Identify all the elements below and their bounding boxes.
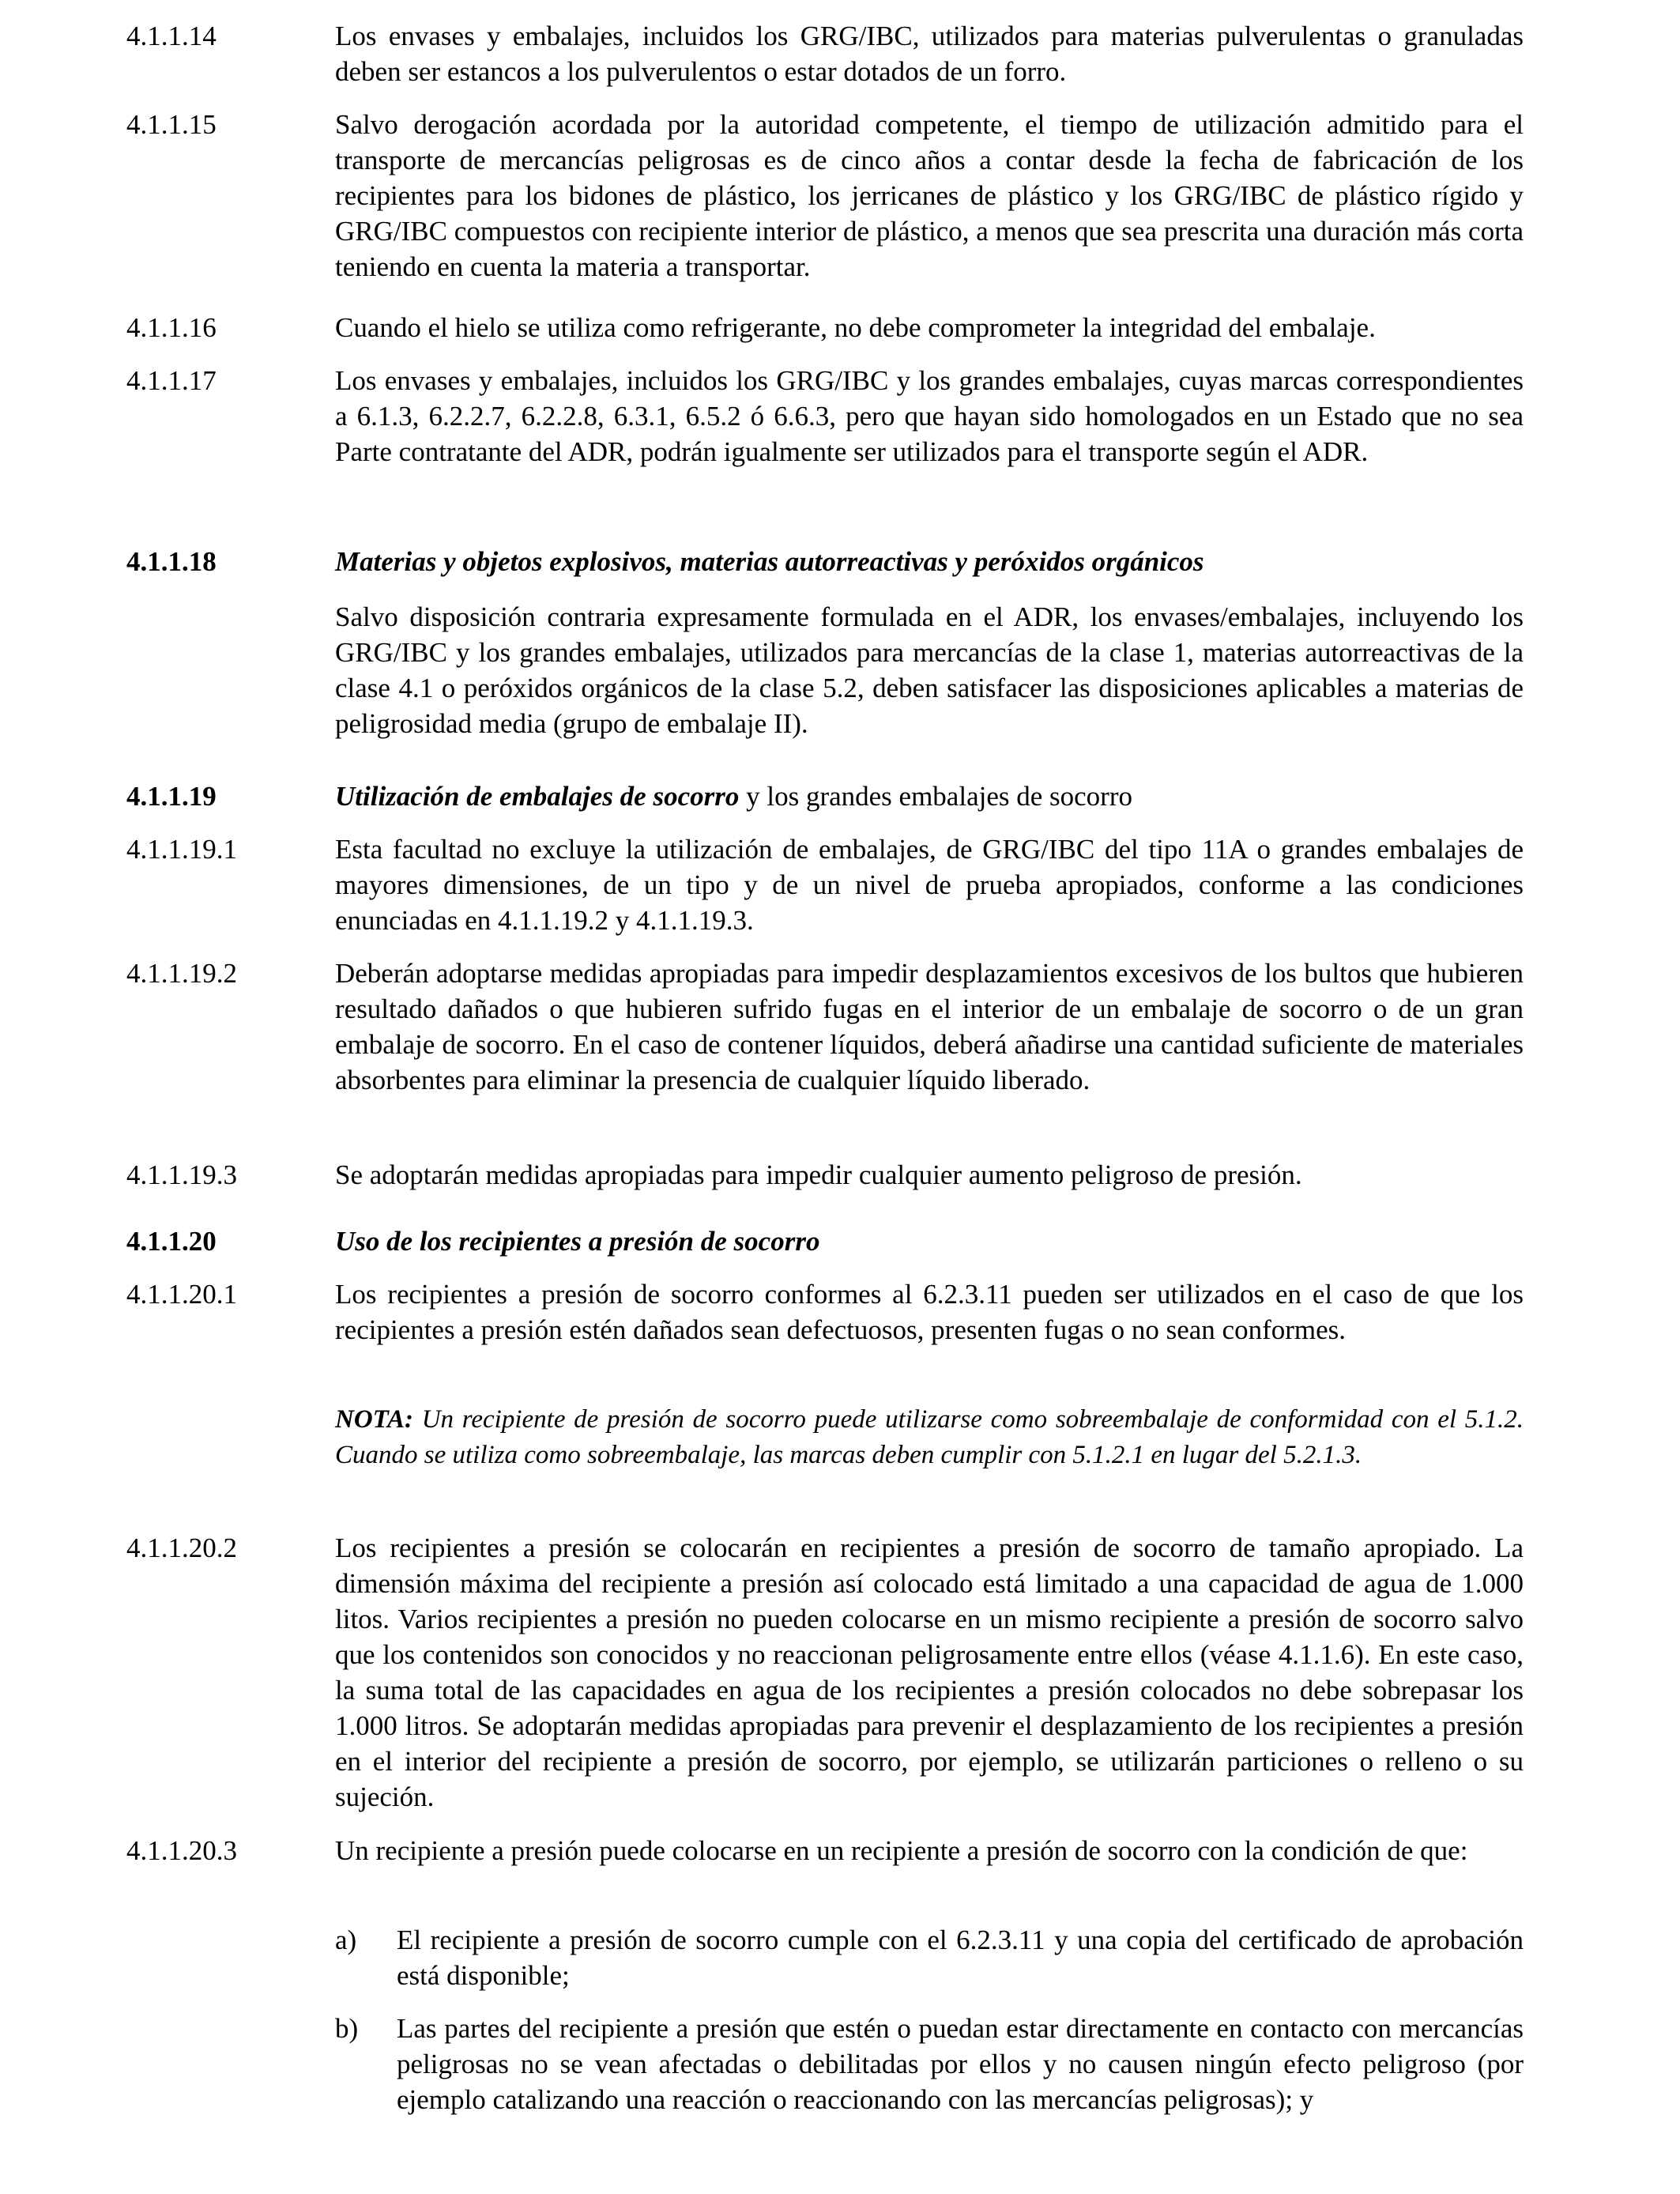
section-heading-rest: y los grandes embalajes de socorro [739, 781, 1132, 812]
note-label: NOTA: [335, 1405, 413, 1434]
section-text: Los envases y embalajes, incluidos los GRG/IBC y los grandes embalajes, cuyas marcas correspondientes a 6.1.3, 6.2.2.7, 6.2.2.8, 6.3.1, 6.5.2 ó 6.6.3, pero que hayan sido homologados en un Estado que no sea Parte contratante del ADR, podrán igualmente ser utilizados para el transporte según el ADR. [335, 365, 1524, 467]
section-text: Salvo disposición contraria expresamente formulada en el ADR, los envases/embalajes, incluyendo los GRG/IBC y los grandes embalajes, utilizados para mercancías de la clase 1, materias autorreactivas de la clase 4.1 o peróxidos orgánicos de la clase 5.2, deben satisfacer las disposiciones aplicables a materias de peligrosidad media (grupo de embalaje II). [335, 601, 1524, 739]
section-number: 4.1.1.19.3 [126, 1159, 237, 1190]
section-heading-wrap [335, 778, 1524, 814]
section-text: Cuando el hielo se utiliza como refrigerante, no debe comprometer la integridad del embalaje. [335, 312, 1376, 343]
section-text: Se adoptarán medidas apropiadas para impedir cualquier aumento peligroso de presión. [335, 1159, 1302, 1190]
section-number: 4.1.1.19 [126, 781, 217, 812]
section-number: 4.1.1.17 [126, 365, 217, 396]
section-heading-wrap [335, 1223, 1524, 1259]
section-number: 4.1.1.15 [126, 109, 217, 140]
section-heading: Utilización de embalajes de socorro [335, 781, 740, 812]
section-text: Un recipiente a presión puede colocarse en un recipiente a presión de socorro con la condición de que: [335, 1835, 1468, 1866]
section-number: 4.1.1.20.2 [126, 1532, 237, 1563]
note-text: Un recipiente de presión de socorro puede utilizarse como sobreembalaje de conformidad con el 5.1.2. Cuando se utiliza como sobreembalaje, las marcas deben cumplir con 5.1.2.1 en lugar del 5.2.1.3. [335, 1405, 1524, 1469]
section-number: 4.1.1.20 [126, 1226, 217, 1257]
section-number: 4.1.1.19.1 [126, 834, 237, 865]
section-number: 4.1.1.16 [126, 312, 217, 343]
section-number: 4.1.1.20.1 [126, 1279, 237, 1310]
note-text-wrap [335, 1402, 1524, 1473]
section-text: Salvo derogación acordada por la autoridad competente, el tiempo de utilización admitido para el transporte de mercancías peligrosas es de cinco años a contar desde la fecha de fabricación de los recipientes para los bidones de plástico, los jerricanes de plástico y los GRG/IBC de plástico rígido y GRG/IBC compuestos con recipiente interior de plástico, a menos que sea prescrita una duración más corta teniendo en cuenta la materia a transportar. [335, 109, 1524, 282]
section-text: Los envases y embalajes, incluidos los GRG/IBC, utilizados para materias pulverulentas o granuladas deben ser estancos a los pulverulentos o estar dotados de un forro. [335, 21, 1524, 87]
section-number: 4.1.1.14 [126, 21, 217, 51]
list-item-letter: a) [335, 1924, 357, 1955]
section-heading: Uso de los recipientes a presión de socorro [335, 1226, 820, 1257]
section-number: 4.1.1.18 [126, 546, 217, 577]
section-text: Los recipientes a presión se colocarán en recipientes a presión de socorro de tamaño apropiado. La dimensión máxima del recipiente a presión así colocado está limitado a una capacidad de agua de 1.000 litos. Varios recipientes a presión no pueden colocarse en un mismo recipiente a presión de socorro salvo que los contenidos son conocidos y no reaccionan peligrosamente entre ellos (véase 4.1.1.6). En este caso, la suma total de las capacidades en agua de los recipientes a presión colocados no debe sobrepasar los 1.000 litros. Se adoptarán medidas apropiadas para prevenir el desplazamiento de los recipientes a presión en el interior del recipiente a presión de socorro, por ejemplo, se utilizarán particiones o relleno o su sujeción. [335, 1532, 1524, 1812]
list-item-text: El recipiente a presión de socorro cumple con el 6.2.3.11 y una copia del certificado de aprobación está disponible; [397, 1924, 1524, 1991]
section-text: Esta facultad no excluye la utilización de embalajes, de GRG/IBC del tipo 11A o grandes embalajes de mayores dimensiones, de un tipo y de un nivel de prueba apropiados, conforme a las condiciones enunciadas en 4.1.1.19.2 y 4.1.1.19.3. [335, 834, 1524, 936]
list-item-text: Las partes del recipiente a presión que estén o puedan estar directamente en contacto con mercancías peligrosas no se vean afectadas o debilitadas por ellos y no causen ningún efecto peligroso (por ejemplo catalizando una reacción o reaccionando con las mercancías peligrosas); y [397, 2013, 1524, 2115]
section-heading-wrap [335, 544, 1524, 579]
section-text: Deberán adoptarse medidas apropiadas para impedir desplazamientos excesivos de los bultos que hubieren resultado dañados o que hubieren sufrido fugas en el interior de un embalaje de socorro o de un gran embalaje de socorro. En el caso de contener líquidos, deberá añadirse una cantidad suficiente de materiales absorbentes para eliminar la presencia de cualquier líquido liberado. [335, 958, 1524, 1095]
section-number: 4.1.1.20.3 [126, 1835, 237, 1866]
section-text: Los recipientes a presión de socorro conformes al 6.2.3.11 pueden ser utilizados en el caso de que los recipientes a presión estén dañados sean defectuosos, presenten fugas o no sean conformes. [335, 1279, 1524, 1345]
list-item-letter: b) [335, 2013, 359, 2044]
section-heading: Materias y objetos explosivos, materias autorreactivas y peróxidos orgánicos [335, 546, 1204, 577]
section-number: 4.1.1.19.2 [126, 958, 237, 989]
